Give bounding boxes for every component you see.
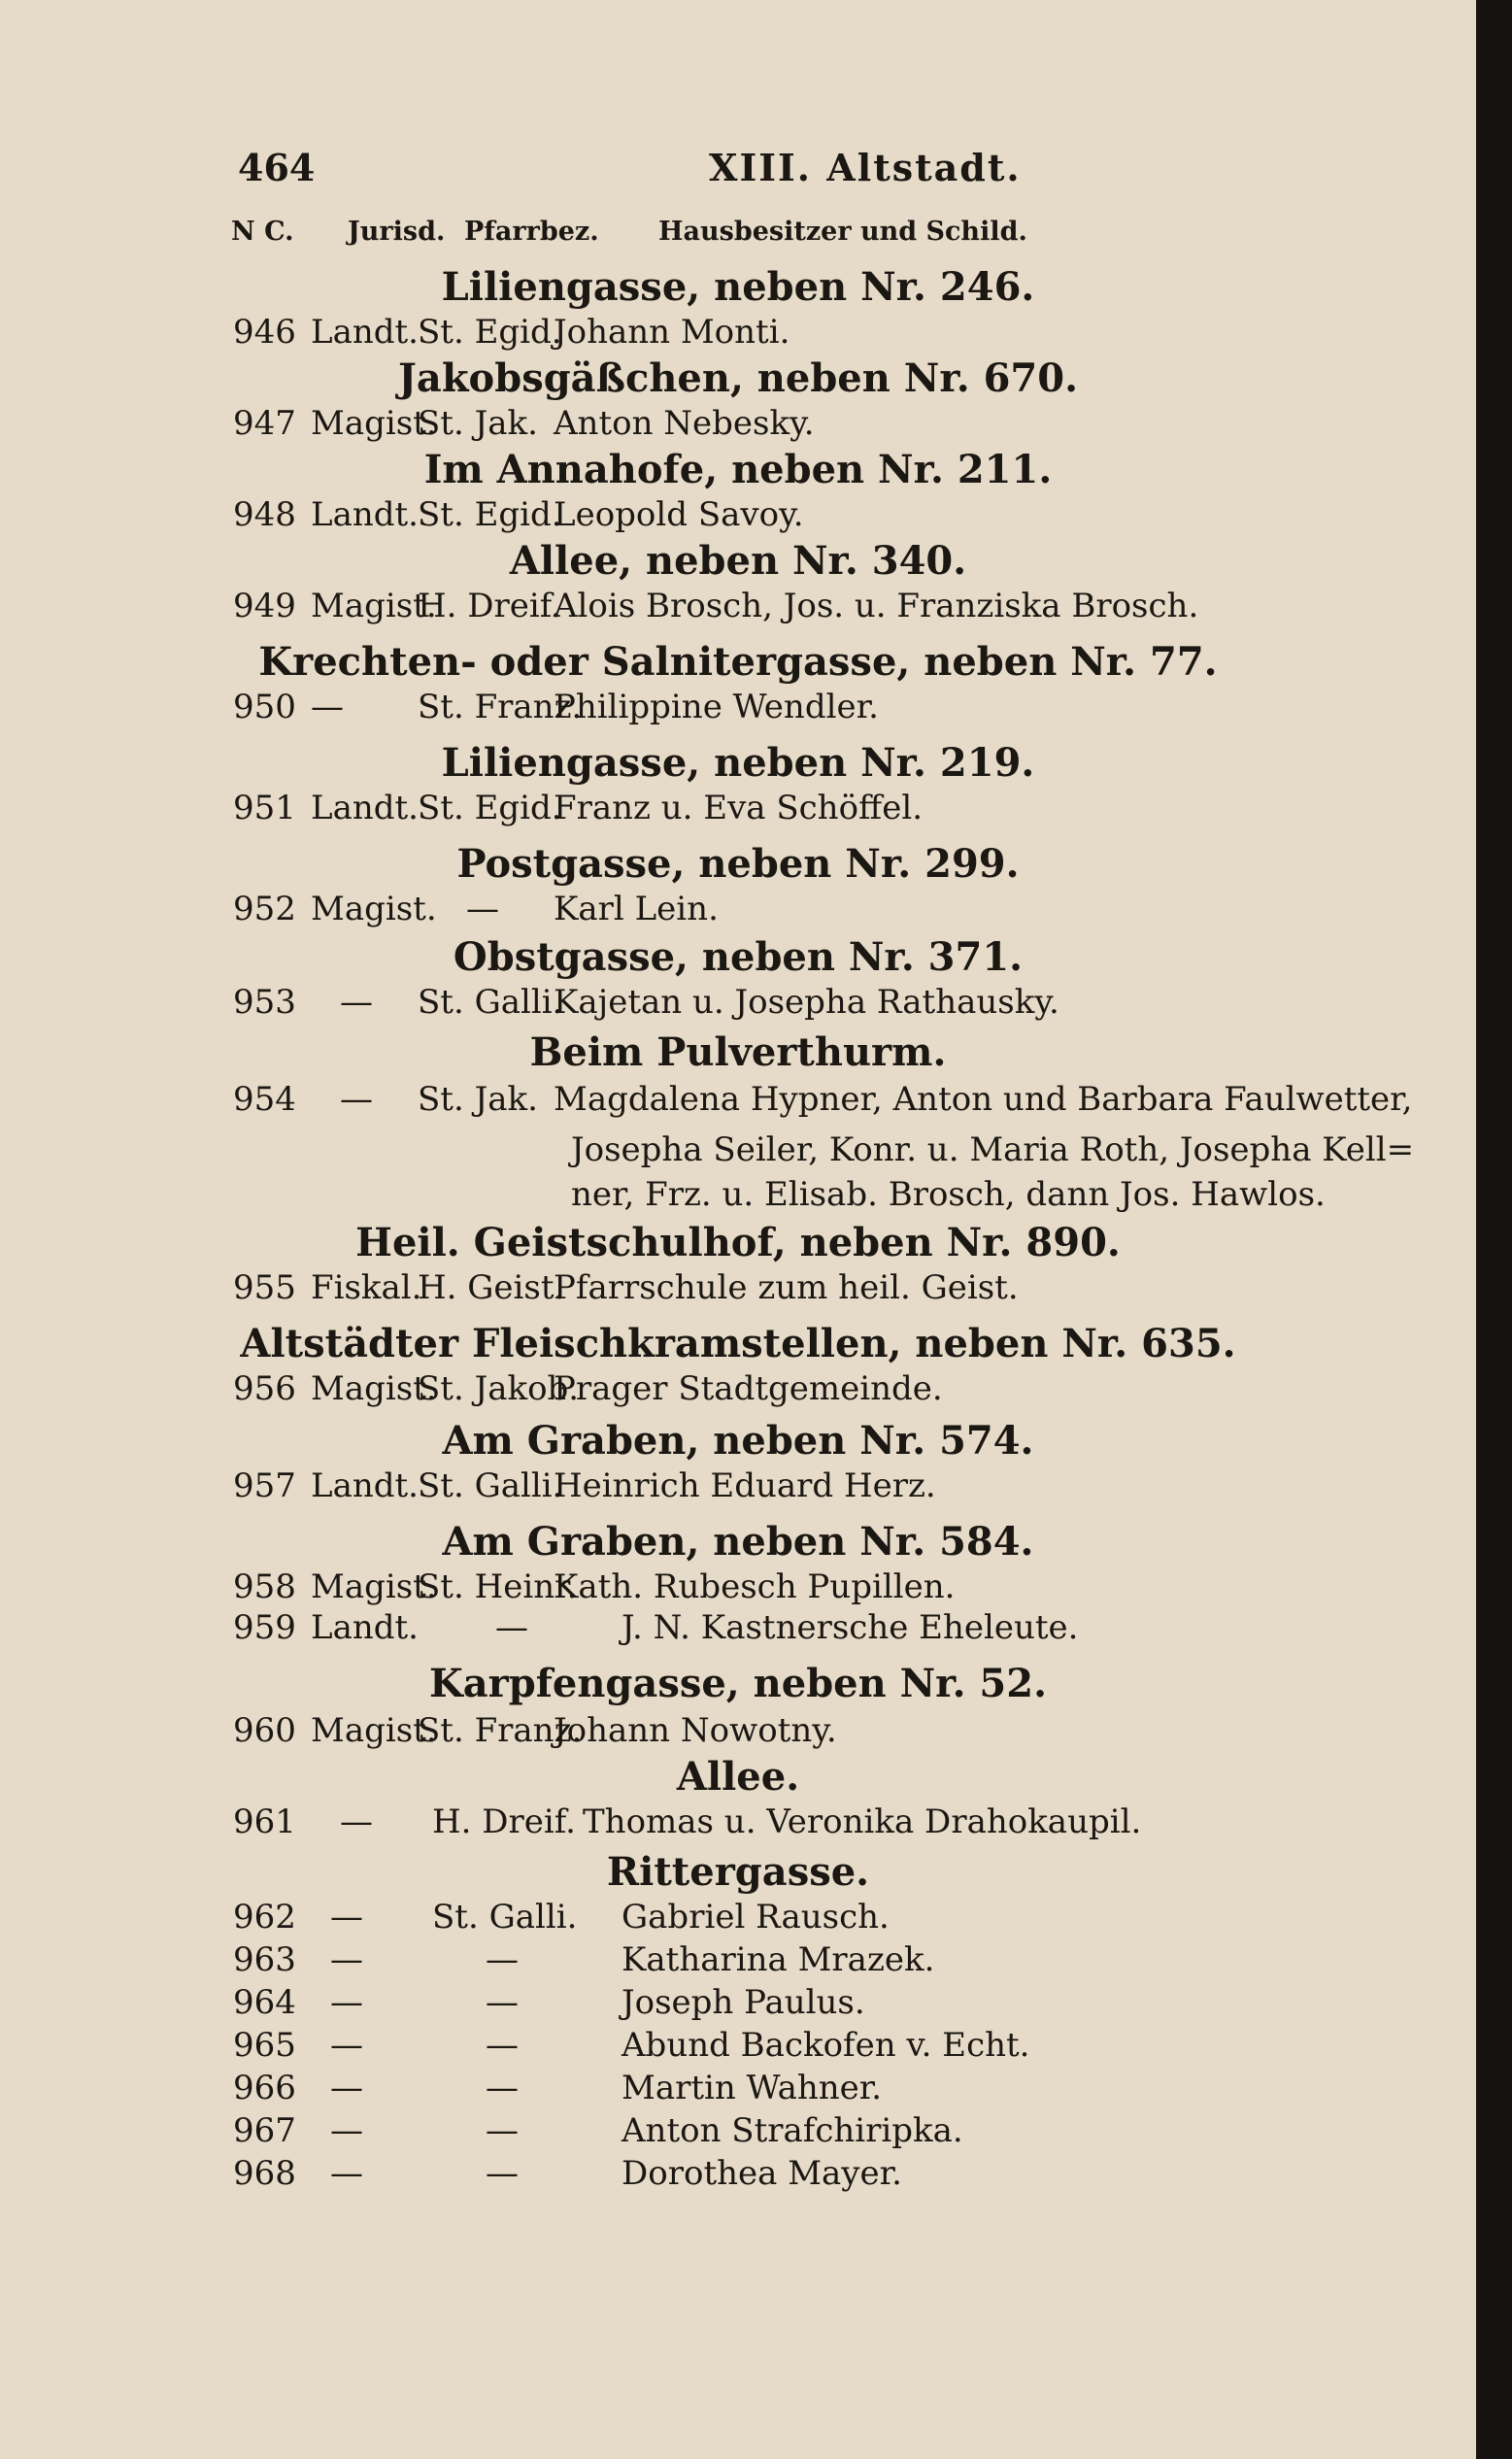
- owner: Karl Lein.: [554, 890, 719, 928]
- house-entry: [0, 1567, 1476, 1614]
- owner: Pfarrschule zum heil. Geist.: [554, 1268, 1019, 1307]
- parish: St. Galli.: [432, 1898, 578, 1937]
- parish: St. Galli.: [418, 1466, 563, 1505]
- street-heading: Krechten- oder Salnitergasse, neben Nr. 77.: [258, 639, 1218, 685]
- jurisdiction: —: [330, 2111, 363, 2150]
- jurisdiction: —: [340, 983, 373, 1022]
- house-number: 953: [233, 983, 296, 1022]
- parish: —: [486, 1940, 519, 1979]
- street-heading: Beim Pulverthurm.: [529, 1029, 947, 1075]
- house-number: 962: [233, 1898, 296, 1937]
- owner: Alois Brosch, Jos. u. Franziska Brosch.: [554, 587, 1199, 625]
- page-edge-shadow: [1476, 0, 1512, 2459]
- parish: H. Geist.: [418, 1268, 565, 1307]
- owner: Johann Nowotny.: [554, 1711, 837, 1750]
- jurisdiction: —: [330, 1983, 363, 2022]
- jurisdiction: Landt.: [311, 495, 419, 534]
- parish: St. Egid.: [418, 313, 562, 352]
- house-number: 965: [233, 2026, 296, 2065]
- house-entry: [0, 1940, 1476, 1987]
- house-number: 952: [233, 890, 296, 928]
- owner: Dorothea Mayer.: [622, 2154, 902, 2193]
- house-number: 947: [233, 404, 296, 443]
- house-entry: [0, 587, 1476, 633]
- jurisdiction: Landt.: [311, 789, 419, 827]
- parish: —: [486, 2154, 519, 2193]
- owner: Anton Nebesky.: [554, 404, 815, 443]
- jurisdiction: —: [330, 1940, 363, 1979]
- street-heading: Liliengasse, neben Nr. 219.: [441, 740, 1035, 786]
- street-heading: Am Graben, neben Nr. 584.: [442, 1519, 1034, 1565]
- house-entry: [0, 1983, 1476, 2030]
- street-heading: Allee.: [676, 1754, 800, 1800]
- owner: Joseph Paulus.: [622, 1983, 865, 2022]
- jurisdiction: Landt.: [311, 1466, 419, 1505]
- parish: St. Jak.: [418, 1080, 538, 1119]
- house-number: 963: [233, 1940, 296, 1979]
- house-number: 968: [233, 2154, 296, 2193]
- owner: Prager Stadtgemeinde.: [554, 1369, 943, 1408]
- house-number: 949: [233, 587, 296, 625]
- parish: —: [486, 2111, 519, 2150]
- owner: Johann Monti.: [554, 313, 790, 352]
- house-number: 964: [233, 1983, 296, 2022]
- jurisdiction: Magist.: [311, 404, 437, 443]
- house-entry: [0, 404, 1476, 451]
- house-number: 950: [233, 688, 296, 726]
- owner: Gabriel Rausch.: [622, 1898, 890, 1937]
- parish: St. Franz.: [418, 1711, 583, 1750]
- owner: Thomas u. Veronika Drahokaupil.: [583, 1802, 1142, 1841]
- house-number: 957: [233, 1466, 296, 1505]
- owner: J. N. Kastnersche Eheleute.: [622, 1608, 1079, 1647]
- house-entry: [0, 1802, 1476, 1849]
- owner: Heinrich Eduard Herz.: [554, 1466, 936, 1505]
- street-heading: Allee, neben Nr. 340.: [509, 538, 967, 584]
- parish: St. Heinr.: [418, 1567, 578, 1606]
- owner-continuation: ner, Frz. u. Elisab. Brosch, dann Jos. Hawlos.: [571, 1175, 1326, 1214]
- house-number: 958: [233, 1567, 296, 1606]
- jurisdiction: Landt.: [311, 313, 419, 352]
- owner: Magdalena Hypner, Anton und Barbara Faulwetter,: [554, 1080, 1413, 1119]
- house-entry: [0, 1711, 1476, 1758]
- column-header-jurisdiction: Jurisd.: [348, 217, 446, 247]
- house-entry: [0, 2154, 1476, 2201]
- parish: St. Franz.: [418, 688, 583, 726]
- house-entry: [0, 1080, 1476, 1127]
- jurisdiction: —: [330, 2154, 363, 2193]
- jurisdiction: —: [340, 1802, 373, 1841]
- street-heading: Postgasse, neben Nr. 299.: [456, 841, 1020, 887]
- jurisdiction: Magist.: [311, 1369, 437, 1408]
- house-entry: [0, 983, 1476, 1029]
- owner: Anton Strafchiripka.: [622, 2111, 963, 2150]
- jurisdiction: —: [330, 2026, 363, 2065]
- house-number: 956: [233, 1369, 296, 1408]
- house-entry: [0, 1608, 1476, 1655]
- jurisdiction: —: [311, 688, 344, 726]
- jurisdiction: Magist.: [311, 1567, 437, 1606]
- house-entry: [0, 1268, 1476, 1315]
- parish: H. Dreif.: [432, 1802, 576, 1841]
- owner: Kath. Rubesch Pupillen.: [554, 1567, 956, 1606]
- house-entry: [0, 2111, 1476, 2158]
- street-heading: Jakobsgäßchen, neben Nr. 670.: [397, 355, 1079, 401]
- parish: —: [486, 2026, 519, 2065]
- column-header-parish: Pfarrbez.: [464, 217, 599, 247]
- street-heading: Altstädter Fleischkramstellen, neben Nr. 635.: [240, 1321, 1236, 1366]
- house-number: 954: [233, 1080, 296, 1119]
- jurisdiction: Magist.: [311, 890, 437, 928]
- house-number: 961: [233, 1802, 296, 1841]
- house-entry: [0, 789, 1476, 835]
- street-heading: Karpfengasse, neben Nr. 52.: [428, 1661, 1048, 1706]
- jurisdiction: —: [330, 2069, 363, 2107]
- parish: H. Dreif.: [418, 587, 561, 625]
- jurisdiction: Magist.: [311, 1711, 437, 1750]
- column-headers: [231, 217, 1027, 255]
- owner: Franz u. Eva Schöffel.: [554, 789, 924, 827]
- owner: Abund Backofen v. Echt.: [622, 2026, 1030, 2065]
- parish: —: [486, 2069, 519, 2107]
- house-entry: [0, 495, 1476, 542]
- house-entry: [0, 2026, 1476, 2072]
- street-heading: Obstgasse, neben Nr. 371.: [453, 934, 1024, 980]
- jurisdiction: Landt.: [311, 1608, 419, 1647]
- house-number: 966: [233, 2069, 296, 2107]
- parish: —: [466, 890, 499, 928]
- street-heading: Rittergasse.: [606, 1849, 870, 1895]
- owner: Kajetan u. Josepha Rathausky.: [554, 983, 1059, 1022]
- house-entry: [0, 2069, 1476, 2115]
- owner: Martin Wahner.: [622, 2069, 883, 2107]
- street-heading: Am Graben, neben Nr. 574.: [442, 1418, 1034, 1464]
- street-heading: Liliengasse, neben Nr. 246.: [441, 264, 1035, 310]
- parish: St. Galli.: [418, 983, 563, 1022]
- parish: St. Egid.: [418, 789, 562, 827]
- jurisdiction: Fiskal.: [311, 1268, 422, 1307]
- column-header-number: N C.: [231, 217, 294, 247]
- house-entry: [0, 688, 1476, 734]
- owner: Philippine Wendler.: [554, 688, 879, 726]
- parish: —: [486, 1983, 519, 2022]
- house-entry: [0, 1369, 1476, 1416]
- house-entry: [0, 313, 1476, 359]
- house-number: 967: [233, 2111, 296, 2150]
- house-number: 948: [233, 495, 296, 534]
- parish: St. Jak.: [418, 404, 538, 443]
- house-number: 955: [233, 1268, 296, 1307]
- jurisdiction: —: [330, 1898, 363, 1937]
- street-heading: Im Annahofe, neben Nr. 211.: [423, 447, 1053, 492]
- parish: St. Egid.: [418, 495, 562, 534]
- house-number: 951: [233, 789, 296, 827]
- jurisdiction: Magist.: [311, 587, 437, 625]
- parish: —: [495, 1608, 528, 1647]
- house-entry: [0, 1466, 1476, 1513]
- running-title: XIII. Altstadt.: [709, 146, 1022, 189]
- jurisdiction: —: [340, 1080, 373, 1119]
- house-number: 959: [233, 1608, 296, 1647]
- owner: Leopold Savoy.: [554, 495, 804, 534]
- house-entry: [0, 890, 1476, 936]
- column-header-owner: Hausbesitzer und Schild.: [658, 217, 1027, 247]
- house-number: 946: [233, 313, 296, 352]
- page-number: 464: [238, 146, 316, 189]
- owner-continuation: Josepha Seiler, Konr. u. Maria Roth, Josepha Kell=: [571, 1130, 1415, 1169]
- house-number: 960: [233, 1711, 296, 1750]
- street-heading: Heil. Geistschulhof, neben Nr. 890.: [355, 1220, 1121, 1265]
- house-entry: [0, 1898, 1476, 1944]
- parish: St. Jakob.: [418, 1369, 580, 1408]
- owner: Katharina Mrazek.: [622, 1940, 935, 1979]
